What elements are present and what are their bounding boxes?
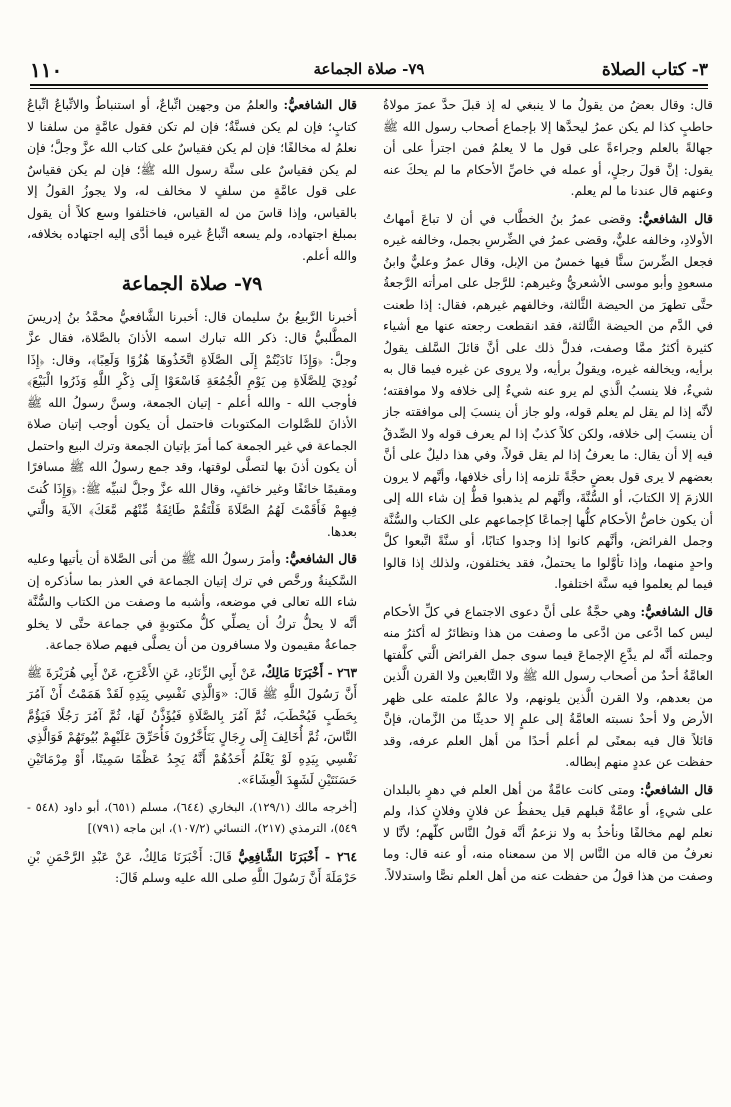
paragraph-text: أخبرنا الرَّبيعُ بنُ سليمان قال: أخبرنا الشَّافعيُّ محمَّدُ بنُ إدريسَ المطَّلبيُّ قال: ذكر الله تبارك اسمه الأذانَ بالصَّلاة، فقال عزَّ وجلَّ: ﴿وَإِذَا نَادَيْتُمْ إِلَى الصَّلَاةِ اتَّخَذُوهَا هُزُوًا وَلَعِبًا﴾، وقال: ﴿إِذَا نُودِيَ لِلصَّلَاةِ مِن يَوْمِ الْجُمُعَةِ فَاسْعَوْا إِلَى ذِكْرِ اللَّهِ وَذَرُوا الْبَيْعَ﴾ فأوجب الله - والله أعلم - إتيان الجمعة، وسنَّ رسولُ الله ﷺ الأذانَ للصَّلوات المكتوبات فاحتمل أن يكون أوجب إتيان صلاة الجماعة في غير الجمعة كما أمرَ بإتيان الجمعة وترك البيع واحتمل أن يكون أذنَ بها لتصلَّى لوقتها، وقد جمع رسولُ الله ﷺ مسافرًا ومقيمًا خائفًا وغير خائفٍ، وقال الله عزَّ وجلَّ لنبيِّه ﷺ: ﴿وَإِذَا كُنتَ فِيهِمْ فَأَقَمْتَ لَهُمُ الصَّلَاةَ فَلْتَقُمْ طَائِفَةٌ مِّنْهُم مَّعَكَ﴾ الآيةَ والَّتي بعدها. [27,308,357,539]
left-column [27,94,357,895]
header-rule-thin [30,88,708,89]
paragraph-text: ومتى كانت عامَّةٌ من أهل العلم في دهرٍ بالبلدان على شيءٍ، أو عامَّةٌ قبلهم قيل يحفظُ عن فلانٍ وفلانٍ كذا، ولم نعلم لهم مخالفًا ونأخذُ به ولا نزعمُ أنَّه قولُ النَّاس كلّهم؛ لأنَّا لا نعرفُ من قاله من النَّاس إلا من سمعناه منه، أو عنه قال: وما وصفت من هذا قولُ من حفظت عنه من أهل العلم نصًّا واستدلالاً. [383,781,713,883]
paragraph [27,306,357,543]
paragraph [383,601,713,773]
paragraph-lead: قال الشافعيُّ: [284,551,357,566]
right-column [383,94,713,892]
hadith-paragraph [27,662,357,791]
paragraph-text: قال: وقال بعضُ من يقولُ ما لا ينبغي له إذ قبلَ حدَّ عمرَ مولاةُ حاطبٍ كذا لم يكن عمرُ ليحدَّها إلا بإجماع أصحاب رسول الله ﷺ جهالةً بالعلم وجراءةً على قول ما لا يعلمُ فمن اجترأ على أن يقول: إنَّ قولَ رجلٍ، أو عمله في خاصِّ الأحكام ما لم يحكَ عنه وعنهم قال عندنا ما لم يعلم. [383,97,713,198]
paragraph-lead: قال الشافعيُّ: [638,210,713,226]
paragraph-text: وهي حجَّةٌ على أنَّ دعوى الاجتماع في كلِّ الأحكام ليس كما ادَّعى من ادَّعى ما وصفت من هذا ونظائرُ له أكثرُ منه وجملته أنَّه لم يدَّعِ الإجماعَ فيما سوى جمل الفرائض الَّتي كلَّفتها العامَّةُ أحدٌ من أصحاب رسول الله ﷺ ولا التَّابعين ولا القرن الَّذين من بعدهم، ولا القرن الَّذين يلونهم، ولا عالمٌ علمته على ظهر الأرض ولا أحدٌ نسبته العامَّةُ إلى علمٍ إلا حديثًا من الزَّمان، فإنَّ قائلاً قال فيه بمعنًى لم أعلم أحدًا من أهل العلم عرفه، وقد حفظت عن عددٍ منهم إبطاله. [383,603,713,769]
section-running-title: ٧٩- صلاة الجماعة [313,60,425,78]
hadith-paragraph [27,846,357,889]
header-rule [30,84,708,86]
hadith-text: عَنْ أَبِي الزِّنَادِ، عَنِ الأَعْرَجِ، عَنْ أَبِي هُرَيْرَةَ ﷺ أَنَّ رَسُولَ اللَّهِ ﷺ قَالَ: «وَالَّذِي نَفْسِي بِيَدِهِ لَقَدْ هَمَمْتُ أَنْ آمُرَ بِحَطَبٍ فَيُحْطَبَ، ثُمَّ آمُرَ بِالصَّلَاةِ فَيُؤَذَّنُ لَهَا، ثُمَّ آمُرَ رَجُلًا فَيَؤُمَّ النَّاسَ، ثُمَّ أُخَالِفَ إِلَى رِجَالٍ يَتَأَخَّرُونَ فَأُحَرِّقَ عَلَيْهِمْ بُيُوتَهُمْ فَوَالَّذِي نَفْسِي بِيَدِهِ لَوْ يَعْلَمُ أَحَدُهُمْ أَنَّهُ يَجِدُ عَظْمًا سَمِينًا، أَوْ مِرْمَاتَيْنِ حَسَنَتَيْنِ لَشَهِدَ الْعِشَاءَ». [27,664,357,787]
paragraph [383,94,713,202]
paragraph-lead: قال الشافعيُّ: [639,781,713,797]
paragraph [383,779,713,887]
takhrij-note [27,797,357,840]
page-header [30,58,708,84]
paragraph-lead: قال الشافعيُّ: [640,603,713,619]
paragraph-text: وأمرَ رسولُ الله ﷺ من أتى الصَّلاة أن يأتيها وعليه السَّكينةُ ورخَّص في ترك إتيان الجماعة في العذر بما سأذكره إن شاء الله تعالى في موضعه، وأشبه ما وصفت من الكتاب والسُّنَّة أنَّه لا يحلُّ تركُ أن يصلِّي كلُّ مكتوبةٍ في جماعة حتَّى لا يخلو جماعةٌ مقيمون ولا مسافرون من أن يصلَّى فيهم صلاة جماعة. [27,551,357,652]
chapter-title: ٣- كتاب الصلاة [601,60,708,80]
page-number: ١١٠ [30,58,63,82]
takhrij-text: [أخرجه مالك (١٢٩/١)، البخاري (٦٤٤)، مسلم (٦٥١)، أبو داود (٥٤٨ - ٥٤٩)، الترمذي (٢١٧)، النسائي (١٠٧/٢)، ابن ماجه (٧٩١)] [27,799,357,835]
paragraph [27,548,357,656]
hadith-lead: ٢٦٣ - أَخْبَرَنَا مَالِكٌ، [261,664,357,680]
paragraph-text: والعلمُ من وجهين اتِّباعٌ، أو استنباطٌ والاتِّباعُ اتِّباعُ كتابٍ؛ فإن لم يكن فسنَّةٌ؛ فإن لم تكن فقول عامَّةٍ من سلفنا لا نعلمُ له مخالفًا؛ فإن لم يكن فقياسٌ على كتاب الله عزَّ وجلَّ؛ فإن لم يكن فقياسٌ على سنَّة رسول الله ﷺ؛ فإن لم يكن فقياسٌ على قول عامَّةٍ من سلفٍ لا مخالف له، ولا يجوزُ القولُ إلا بالقياس، وإذا قاسَ من له القياس، فاختلفوا وسع كلاً أن يقول بمبلغ اجتهاده، ولم يسعه اتِّباعُ غيره فيما أدَّى إليه اجتهاده بخلافه، والله أعلم. [27,97,357,263]
hadith-text: قَالَ: أَخْبَرَنَا مَالِكٌ، عَنْ عَبْدِ الرَّحْمَنِ بْنِ حَرْمَلَةَ أَنَّ رَسُولَ اللَّهِ صلى الله عليه وسلم قَالَ: [27,848,357,885]
section-heading: ٧٩- صلاة الجماعة [121,273,263,295]
paragraph-text: وقضى عمرُ بنُ الخطَّاب في أن لا تباعَ أمهاتُ الأولادِ، وخالفه عليٌّ، وقضى عمرُ في الضِّرسِ بجمل، وخالفه غيره فجعل الضِّرسَ سنًّا فيها خمسٌ من الإبل، وقال عمرُ وعليٌّ وابنُ مسعودٍ وأبو موسى الأشعريُّ وغيرهم: للرَّجل على امرأته الرَّجعةُ حتَّى تطهرَ من الحيضة الثَّالثة، وخالفهم غيرهم، فقال: إذا طعنت في الدَّم من الحيضة الثَّالثة، فقد انقطعت رجعته عنها مع أشياء كثيرة أكثرُ ممَّا وصفت، فدلَّ ذلك على أنَّ قائلَ السَّلف يقولُ برأيه، ويخالفه غيره، ويقولُ برأيه، ولا يروى عن غيره فيما قال به شيءٌ، فلا ينسبُ الَّذي لم يرو عنه شيءٌ إلى خلافه ولا موافقته؛ لأنَّه إذا لم يقل لم يعلم قوله، ولو جاز أن ينسبَ إلى موافقته جاز أن ينسبَ إلى خلافه، ولكن كلاً كذبٌ إذا لم يعرف قوله ولا الصِّدقُ فيه إلا أن يقال: ما يعرفُ إذا لم يقل قولاً، وفي هذا دليلٌ على أنَّ بعضهم لا يرى قول بعضٍ حجَّةً تلزمه إذا رأى خلافها، وأنَّهم لا يرون اللازمَ إلا الكتابَ، أو السُّنَّةَ، وأنَّهم لم يذهبوا قطُّ إن شاء الله إلى أن يكون خاصُّ الأحكام كلُّها إجماعًا كإجماعهم على الكتاب والسُّنَّة وجمل الفرائض، وأنَّهم كانوا إذا وجدوا كتابًا، أو سنَّةً اتَّبعوا كلَّ واحدٍ منهما، وإذا تأوَّلوا ما يحتملُ، فقد يختلفون، ولذلك إذا قالوا فيما لم يعلموا فيه سنَّة اختلفوا. [383,210,713,591]
paragraph [383,208,713,595]
paragraph-lead: قال الشافعيُّ: [283,97,357,112]
paragraph [27,94,357,266]
hadith-lead: ٢٦٤ - أَخْبَرَنَا الشَّافِعِيُّ [238,848,357,864]
